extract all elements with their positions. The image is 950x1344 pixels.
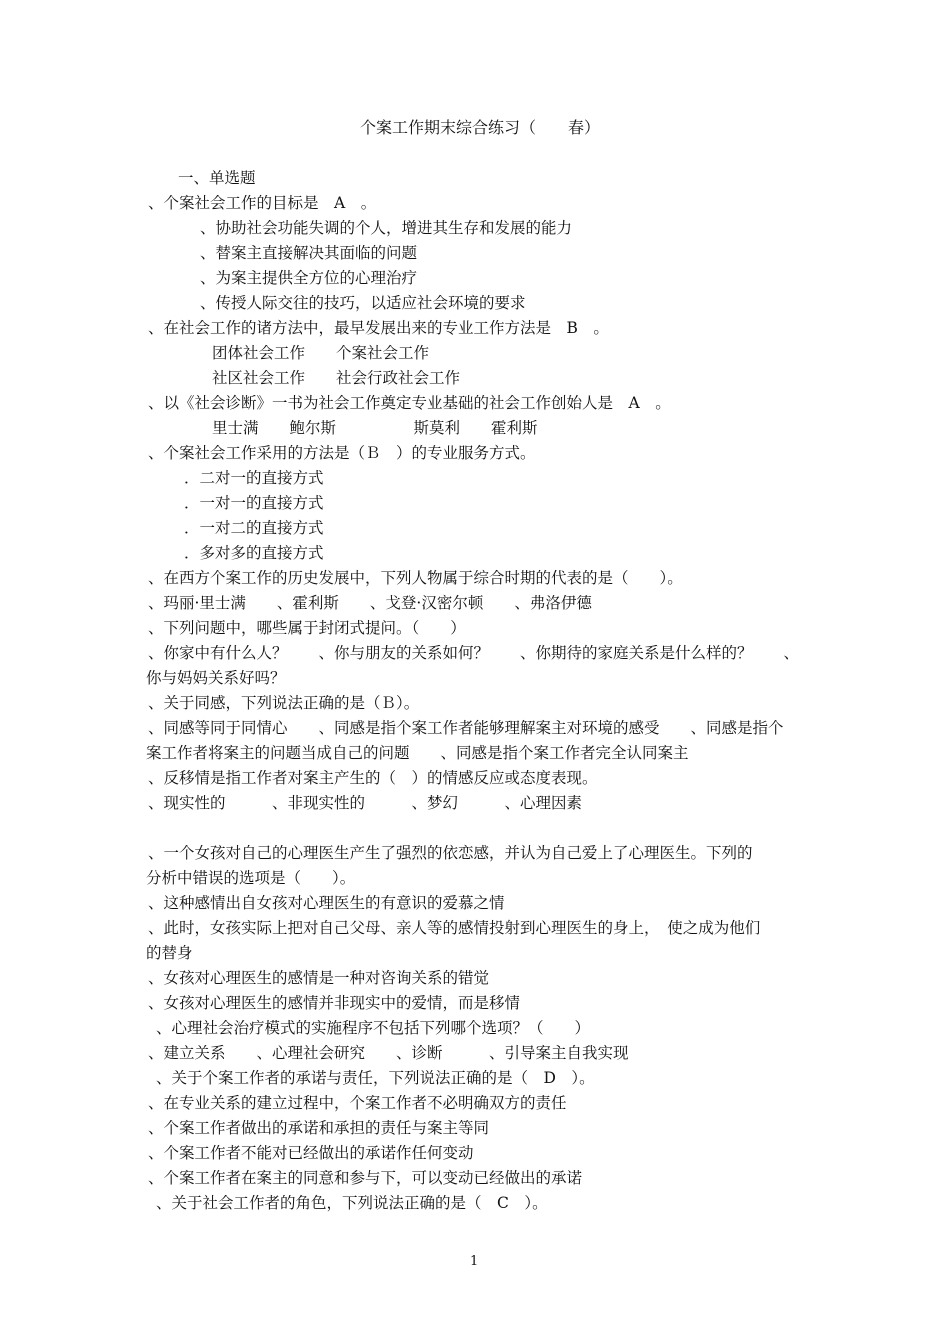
page-number: 1 — [470, 1254, 479, 1269]
q1-option-d: 、传授人际交往的技巧，以适应社会环境的要求 — [200, 294, 526, 312]
q11-option-b: 、个案工作者做出的承诺和承担的责任与案主等同 — [148, 1119, 490, 1137]
q1-option-a: 、协助社会功能失调的个人，增进其生存和发展的能力 — [200, 219, 573, 237]
question-7: 、关于同感，下列说法正确的是（Ｂ）。 — [148, 694, 420, 712]
q9-option-a: 、这种感情出自女孩对心理医生的有意识的爱慕之情 — [148, 894, 505, 912]
q1-option-b: 、替案主直接解决其面临的问题 — [200, 244, 418, 262]
q11-option-d: 、个案工作者在案主的同意和参与下，可以变动已经做出的承诺 — [148, 1169, 583, 1187]
q5-options: 、玛丽·里士满 、霍利斯 、戈登·汉密尔顿 、弗洛伊德 — [148, 594, 592, 612]
q4-option-c: ．一对二的直接方式 — [184, 519, 324, 537]
q11-option-a: 、在专业关系的建立过程中，个案工作者不必明确双方的责任 — [148, 1094, 567, 1112]
question-5: 、在西方个案工作的历史发展中，下列人物属于综合时期的代表的是（ ）。 — [148, 569, 683, 587]
q3-options: 里士满 鲍尔斯 斯莫利 霍利斯 — [212, 419, 538, 437]
q11-option-c: 、个案工作者不能对已经做出的承诺作任何变动 — [148, 1144, 474, 1162]
page-title: 个案工作期末综合练习（ 春） — [360, 118, 601, 137]
q1-option-c: 、为案主提供全方位的心理治疗 — [200, 269, 418, 287]
q4-option-d: ．多对多的直接方式 — [184, 544, 324, 562]
q6-options-line-2: 你与妈妈关系好吗？ — [146, 669, 286, 687]
q4-option-a: ．二对一的直接方式 — [184, 469, 324, 487]
question-9-continued: 分析中错误的选项是（ ）。 — [146, 869, 356, 887]
question-10: 、心理社会治疗模式的实施程序不包括下列哪个选项？（ ） — [156, 1019, 591, 1037]
question-4: 、个案社会工作采用的方法是（Ｂ ）的专业服务方式。 — [148, 444, 536, 462]
section-heading: 一、单选题 — [178, 169, 256, 187]
q2-options-row-1: 团体社会工作 个案社会工作 — [212, 344, 430, 362]
question-8: 、反移情是指工作者对案主产生的（ ）的情感反应或态度表现。 — [148, 769, 598, 787]
question-9: 、一个女孩对自己的心理医生产生了强烈的依恋感，并认为自己爱上了心理医生。下列的 — [148, 844, 753, 862]
question-2: 、在社会工作的诸方法中，最早发展出来的专业工作方法是 B 。 — [148, 319, 609, 337]
q9-option-b-continued: 的替身 — [146, 944, 193, 962]
q9-option-b: 、此时，女孩实际上把对自己父母、亲人等的感情投射到心理医生的身上， 使之成为他们 — [148, 919, 761, 937]
question-3: 、以《社会诊断》一书为社会工作奠定专业基础的社会工作创始人是 A 。 — [148, 394, 671, 412]
question-12: 、关于社会工作者的角色，下列说法正确的是（ C ）。 — [156, 1194, 548, 1212]
question-11: 、关于个案工作者的承诺与责任，下列说法正确的是（ D ）。 — [156, 1069, 595, 1087]
q6-options-line-1: 、你家中有什么人？ 、你与朋友的关系如何？ 、你期待的家庭关系是什么样的？ 、 — [148, 644, 800, 662]
q10-options: 、建立关系 、心理社会研究 、诊断 、引导案主自我实现 — [148, 1044, 629, 1062]
q8-options: 、现实性的 、非现实性的 、梦幻 、心理因素 — [148, 794, 583, 812]
question-1: 、个案社会工作的目标是 A 。 — [148, 194, 377, 212]
q9-option-c: 、女孩对心理医生的感情是一种对咨询关系的错觉 — [148, 969, 490, 987]
q4-option-b: ．一对一的直接方式 — [184, 494, 324, 512]
q7-options-line-1: 、同感等同于同情心 、同感是指个案工作者能够理解案主对环境的感受 、同感是指个 — [148, 719, 784, 737]
q2-options-row-2: 社区社会工作 社会行政社会工作 — [212, 369, 461, 387]
question-6: 、下列问题中，哪些属于封闭式提问。（ ） — [148, 619, 466, 637]
q7-options-line-2: 案工作者将案主的问题当成自己的问题 、同感是指个案工作者完全认同案主 — [146, 744, 689, 762]
q9-option-d: 、女孩对心理医生的感情并非现实中的爱情，而是移情 — [148, 994, 521, 1012]
